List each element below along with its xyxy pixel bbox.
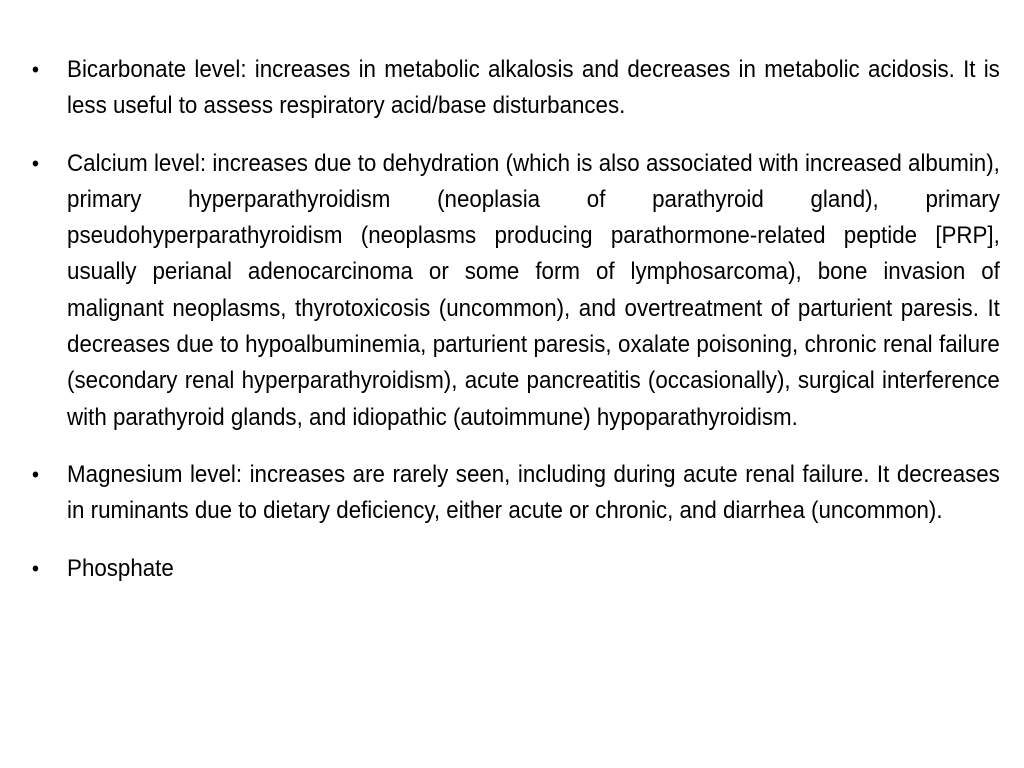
bullet-item-phosphate [28, 551, 1000, 587]
bullet-item-calcium [28, 146, 1000, 436]
bullet-text-calcium: Calcium level: increases due to dehydration (which is also associated with increased albumin), primary hyperparathyroidism (neoplasia of parathyroid gland), primary pseudohyperparathyroidism (neoplasms producing parathormone-related peptide [PRP], usually perianal adenocarcinoma or some form of lymphosarcoma), bone invasion of malignant neoplasms, thyrotoxicosis (uncommon), and overtreatment of parturient paresis. It decreases due to hypoalbuminemia, parturient paresis, oxalate poisoning, chronic renal failure (secondary renal hyperparathyroidism), acute pancreatitis (occasionally), surgical interference with parathyroid glands, and idiopathic (autoimmune) hypoparathyroidism. [67, 149, 1000, 431]
bullet-text-magnesium: Magnesium level: increases are rarely seen, including during acute renal failure. It decreases in ruminants due to dietary deficiency, either acute or chronic, and diarrhea (uncommon). [67, 460, 1000, 525]
bullet-item-magnesium [28, 457, 1000, 530]
bullet-dot-icon: • [31, 461, 40, 487]
bullet-dot-icon: • [31, 555, 40, 581]
bullet-dot-icon: • [31, 57, 40, 82]
bullet-text-phosphate: Phosphate [67, 554, 174, 582]
bullet-text-bicarbonate: Bicarbonate level: increases in metabolic alkalosis and decreases in metabolic acidosis. It is less useful to assess respiratory acid/base disturbances. [67, 56, 1000, 120]
bullet-item-bicarbonate [28, 52, 1000, 125]
bullet-dot-icon: • [31, 150, 40, 176]
bullet-list [28, 52, 1004, 608]
